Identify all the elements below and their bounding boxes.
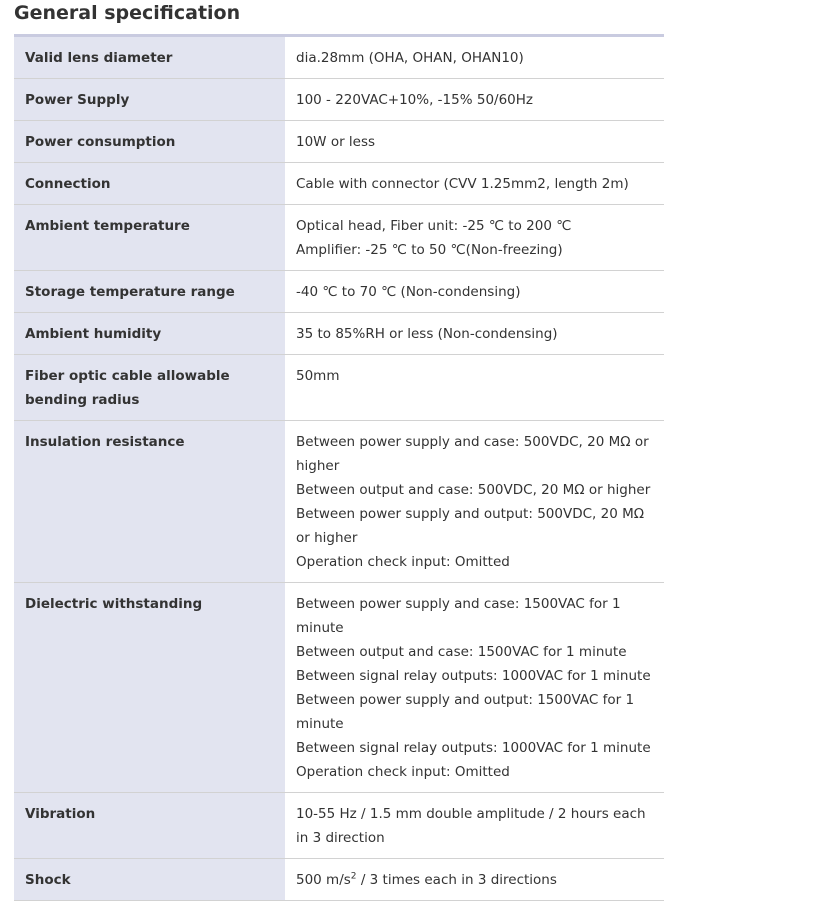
value-line: -40 ℃ to 70 ℃ (Non-condensing) <box>296 284 521 300</box>
value-line: Cable with connector (CVV 1.25mm2, length 2m) <box>296 176 629 192</box>
table-row <box>14 163 664 205</box>
value-line: 10-55 Hz / 1.5 mm double amplitude / 2 hours each in 3 direction <box>296 806 646 846</box>
spec-label-power-consumption: Power consumption <box>14 121 285 163</box>
table-row <box>14 583 664 793</box>
value-line: Between signal relay outputs: 1000VAC for 1 minute <box>296 740 651 756</box>
page-title: General specification <box>14 2 241 24</box>
spec-value-vibration <box>285 793 664 859</box>
spec-label-storage-temperature-range: Storage temperature range <box>14 271 285 313</box>
spec-label-connection: Connection <box>14 163 285 205</box>
value-line: Optical head, Fiber unit: -25 ℃ to 200 ℃ <box>296 218 572 234</box>
table-row <box>14 793 664 859</box>
table-row <box>14 121 664 163</box>
spec-value-shock <box>285 859 664 901</box>
value-line: Amplifier: -25 ℃ to 50 ℃(Non-freezing) <box>296 242 563 258</box>
shock-value-prefix: 500 m/s <box>296 872 351 888</box>
table-row <box>14 79 664 121</box>
value-line: Between power supply and case: 500VDC, 20 MΩ or higher <box>296 434 649 474</box>
value-line: Between output and case: 500VDC, 20 MΩ or higher <box>296 482 651 498</box>
spec-value-power-consumption <box>285 121 664 163</box>
spec-label-ambient-temperature: Ambient temperature <box>14 205 285 271</box>
spec-value-insulation-resistance <box>285 421 664 583</box>
value-line: Operation check input: Omitted <box>296 554 510 570</box>
value-line: 50mm <box>296 368 340 384</box>
value-line: Between power supply and output: 1500VAC for 1 minute <box>296 692 635 732</box>
value-line: Between power supply and case: 1500VAC for 1 minute <box>296 596 621 636</box>
spec-table <box>14 34 664 901</box>
value-line: Between power supply and output: 500VDC, 20 MΩ or higher <box>296 506 645 546</box>
shock-value-exponent: 2 <box>350 871 357 882</box>
spec-value-connection <box>285 163 664 205</box>
table-row <box>14 36 664 79</box>
value-line: 100 - 220VAC+10%, -15% 50/60Hz <box>296 92 533 108</box>
spec-label-ambient-humidity: Ambient humidity <box>14 313 285 355</box>
spec-label-vibration: Vibration <box>14 793 285 859</box>
table-row <box>14 205 664 271</box>
value-line: 10W or less <box>296 134 376 150</box>
table-row <box>14 271 664 313</box>
spec-label-dielectric-withstanding: Dielectric withstanding <box>14 583 285 793</box>
value-line <box>296 868 654 892</box>
value-line: Between output and case: 1500VAC for 1 minute <box>296 644 627 660</box>
spec-label-fiber-optic-cable-bending-radius: Fiber optic cable allowable bending radius <box>14 355 285 421</box>
spec-label-insulation-resistance: Insulation resistance <box>14 421 285 583</box>
spec-value-dielectric-withstanding <box>285 583 664 793</box>
spec-value-ambient-humidity <box>285 313 664 355</box>
table-row <box>14 859 664 901</box>
spec-value-ambient-temperature <box>285 205 664 271</box>
spec-label-power-supply: Power Supply <box>14 79 285 121</box>
shock-value-suffix: / 3 times each in 3 directions <box>356 872 557 888</box>
value-line: Between signal relay outputs: 1000VAC for 1 minute <box>296 668 651 684</box>
spec-value-power-supply <box>285 79 664 121</box>
table-row <box>14 355 664 421</box>
table-row <box>14 421 664 583</box>
table-row <box>14 313 664 355</box>
value-line: Operation check input: Omitted <box>296 764 510 780</box>
spec-label-valid-lens-diameter: Valid lens diameter <box>14 36 285 79</box>
spec-value-fiber-optic-cable-bending-radius <box>285 355 664 421</box>
spec-label-shock: Shock <box>14 859 285 901</box>
value-line: 35 to 85%RH or less (Non-condensing) <box>296 326 558 342</box>
value-line: dia.28mm (OHA, OHAN, OHAN10) <box>296 50 524 66</box>
spec-value-storage-temperature-range <box>285 271 664 313</box>
spec-value-valid-lens-diameter <box>285 36 664 79</box>
